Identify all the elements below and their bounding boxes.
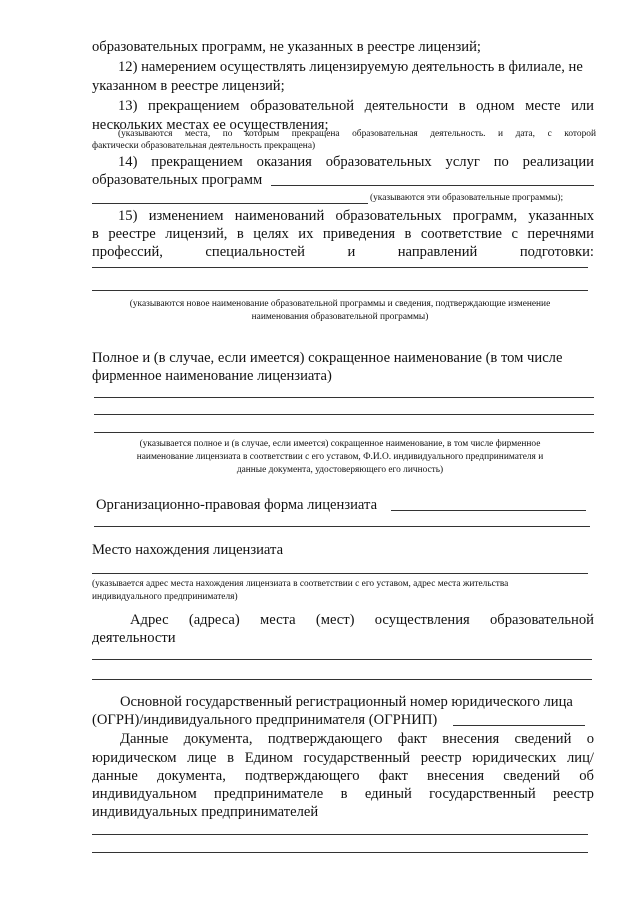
word: и bbox=[347, 244, 356, 260]
ogrn-line-2: (ОГРН)/индивидуального предпринимателя (ОГРНИП) bbox=[92, 712, 438, 728]
item-15-line-3 bbox=[92, 243, 594, 261]
word: в bbox=[227, 750, 235, 766]
fill-line bbox=[271, 185, 594, 186]
word: факт bbox=[397, 731, 427, 747]
word: профессий, bbox=[92, 244, 163, 260]
item-13-line-2: нескольких местах ее осуществления; bbox=[92, 117, 329, 133]
word: лиц/ bbox=[567, 750, 594, 766]
fill-line bbox=[92, 679, 592, 680]
fill-line bbox=[92, 573, 588, 574]
word: Едином bbox=[244, 750, 293, 766]
text-line: образовательных программ, не указанных в реестре лицензий; bbox=[92, 39, 481, 55]
item-13-line-1: 13) прекращением образовательной деятельности в одном месте или bbox=[118, 98, 594, 114]
word: единый bbox=[364, 786, 412, 802]
word: (адреса) bbox=[188, 612, 240, 628]
word: государственный bbox=[303, 750, 411, 766]
name-note-2: наименование лицензиата в соответствии с его уставом, Ф.И.О. индивидуального предпринимателя и bbox=[136, 452, 544, 462]
item-14-note: (указываются эти образовательные программы); bbox=[370, 193, 564, 203]
word: (мест) bbox=[315, 612, 355, 628]
word: реестр bbox=[553, 786, 594, 802]
item-15-line-2: в реестре лицензий, в целях их приведения в соответствие с перечнями bbox=[92, 226, 594, 242]
word: данные bbox=[92, 768, 138, 784]
ogrn-doc-line-5: индивидуальных предпринимателей bbox=[92, 804, 319, 820]
word: образовательной bbox=[489, 612, 594, 628]
activity-address-line-2: деятельности bbox=[92, 630, 176, 646]
word: подготовки: bbox=[519, 244, 594, 260]
item-12-line-1: 12) намерением осуществлять лицензируемую деятельность в филиале, не bbox=[118, 59, 583, 75]
fill-line bbox=[94, 414, 594, 415]
fill-line bbox=[453, 725, 585, 726]
word: индивидуальном bbox=[92, 786, 197, 802]
word: внесения bbox=[427, 768, 485, 784]
word: направлений bbox=[397, 244, 478, 260]
word: подтверждающего bbox=[267, 731, 383, 747]
word: осуществления bbox=[374, 612, 470, 628]
word: сведений bbox=[514, 731, 572, 747]
item-15-line-1: 15) изменением наименований образовательных программ, указанных bbox=[118, 208, 594, 224]
word: Адрес bbox=[130, 612, 169, 628]
word: факт bbox=[378, 768, 408, 784]
word: внесения bbox=[442, 731, 500, 747]
word: подтверждающего bbox=[244, 768, 360, 784]
location-note-2: индивидуального предпринимателя) bbox=[92, 592, 238, 602]
fill-line bbox=[92, 834, 588, 835]
word: юридическом bbox=[92, 750, 177, 766]
location-label: Место нахождения лицензиата bbox=[92, 542, 284, 558]
item-13-note-2: фактически образовательная деятельность прекращена) bbox=[92, 141, 316, 151]
word: специальностей bbox=[205, 244, 305, 260]
item-12-line-2: указанном в реестре лицензий; bbox=[92, 78, 285, 94]
fill-line bbox=[92, 203, 368, 204]
word: места bbox=[260, 612, 296, 628]
ogrn-doc-line-4 bbox=[92, 785, 594, 803]
fill-line bbox=[94, 526, 590, 527]
word: документа, bbox=[156, 768, 226, 784]
word: в bbox=[340, 786, 348, 802]
org-form-label: Организационно-правовая форма лицензиата bbox=[96, 497, 378, 513]
word: о bbox=[586, 731, 594, 747]
fill-line bbox=[94, 397, 594, 398]
item-14-line-2: образовательных программ bbox=[92, 172, 263, 188]
fill-line bbox=[391, 510, 586, 511]
ogrn-doc-line-1 bbox=[120, 730, 594, 748]
name-note-3: данные документа, удостоверяющего его личность) bbox=[236, 465, 444, 475]
fill-line bbox=[92, 852, 588, 853]
name-note-1: (указывается полное и (в случае, если имеется) сокращенное наименование, в том числе фирменное bbox=[139, 439, 541, 449]
name-label-line-2: фирменное наименование лицензиата) bbox=[92, 368, 332, 384]
fill-line bbox=[92, 659, 592, 660]
word: лице bbox=[187, 750, 217, 766]
ogrn-line-1: Основной государственный регистрационный номер юридического лица bbox=[120, 694, 573, 710]
item-14-line-1: 14) прекращением оказания образовательных услуг по реализации bbox=[118, 154, 594, 170]
activity-address-line-1 bbox=[130, 611, 594, 629]
ogrn-doc-line-2 bbox=[92, 749, 594, 767]
item-15-note-2: наименования образовательной программы) bbox=[251, 312, 429, 322]
item-13-note-1: (указываются места, по которым прекращена образовательная деятельность. и дата, с которой bbox=[118, 129, 596, 139]
name-label-line-1: Полное и (в случае, если имеется) сокращенное наименование (в том числе bbox=[92, 350, 563, 366]
word: государственный bbox=[429, 786, 536, 802]
ogrn-doc-line-3 bbox=[92, 767, 594, 785]
location-note-1: (указывается адрес места нахождения лицензиата в соответствии с его уставом, адрес места жительства bbox=[92, 579, 509, 589]
word: реестр bbox=[420, 750, 462, 766]
word: документа, bbox=[183, 731, 253, 747]
word: юридических bbox=[472, 750, 557, 766]
fill-line bbox=[92, 267, 588, 268]
fill-line bbox=[92, 290, 588, 291]
word: об bbox=[579, 768, 594, 784]
item-15-note-1: (указываются новое наименование образовательной программы и сведения, подтверждающие изменение bbox=[129, 299, 551, 309]
word: сведений bbox=[503, 768, 561, 784]
word: Данные bbox=[120, 731, 169, 747]
word: предпринимателе bbox=[214, 786, 324, 802]
fill-line bbox=[94, 432, 594, 433]
